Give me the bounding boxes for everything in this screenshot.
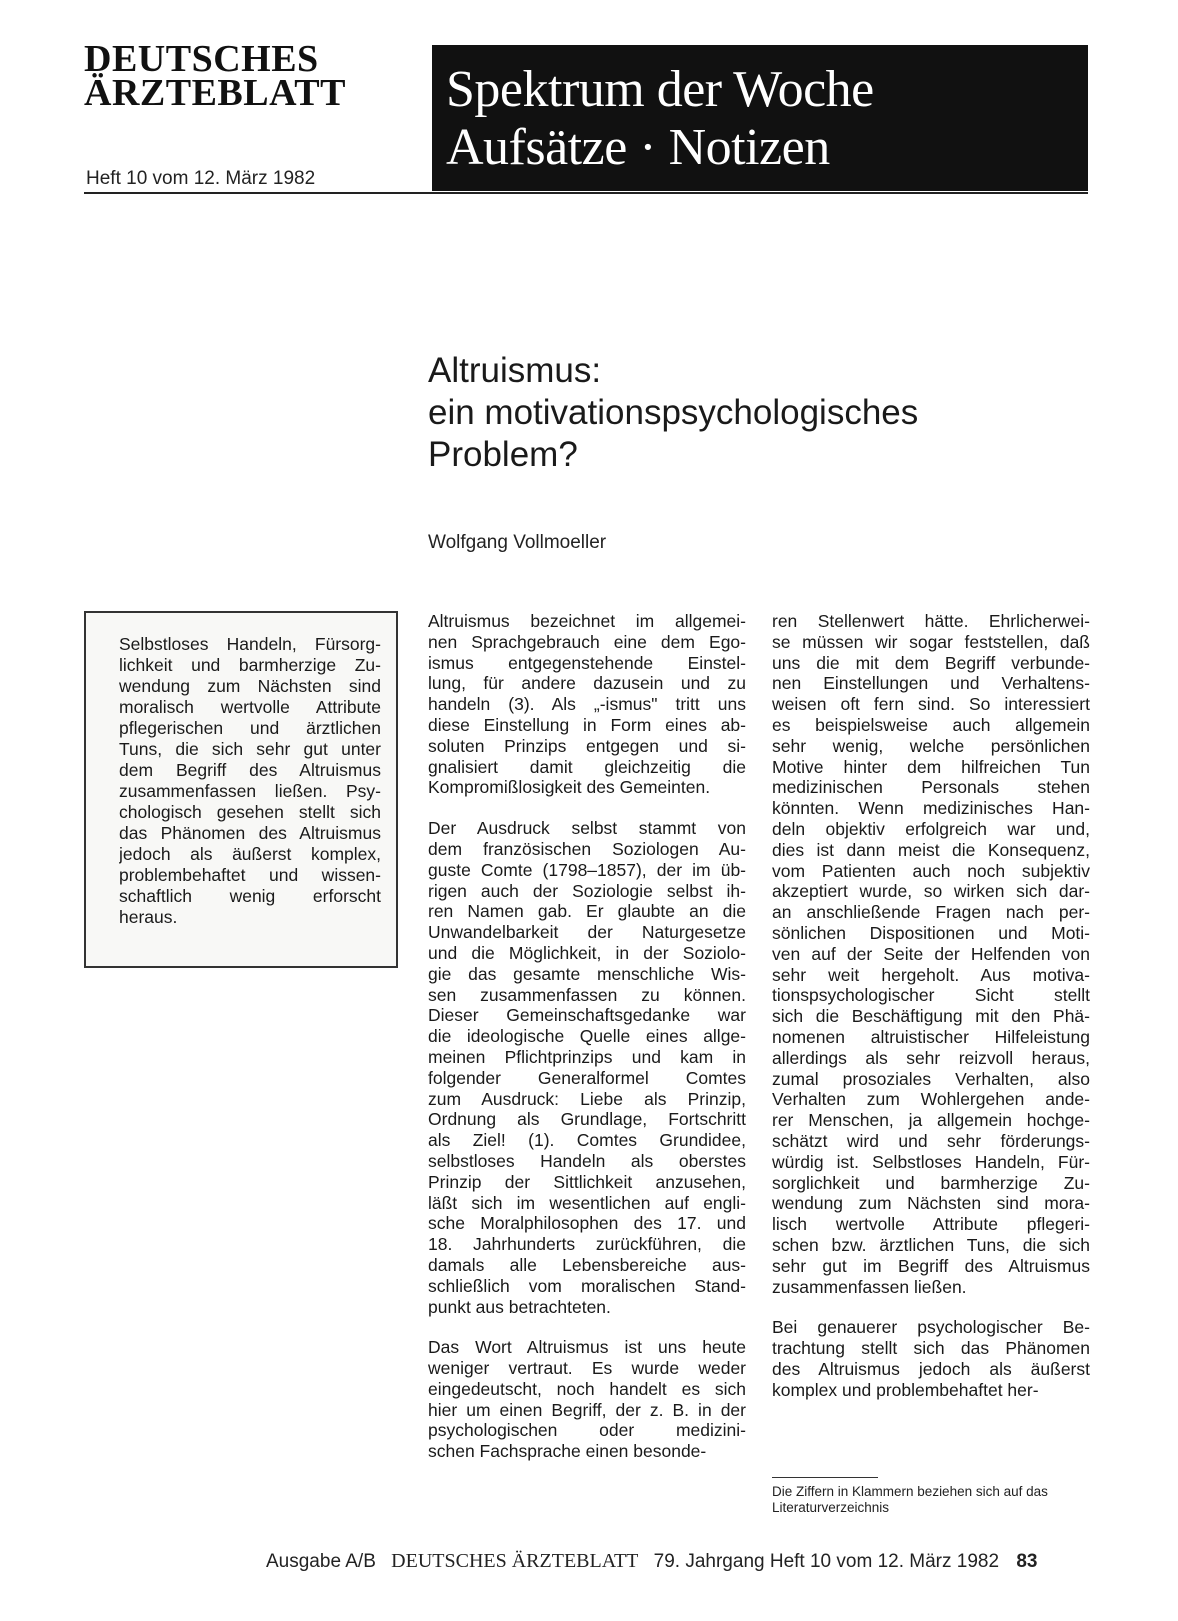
- footer-brand: DEUTSCHES ÄRZTEBLATT: [391, 1550, 639, 1572]
- masthead-line-2: ÄRZTEBLATT: [84, 72, 346, 114]
- text-line: gie das gesamte menschliche Wis-: [428, 963, 746, 984]
- text-line: zusammenfassen ließen.: [772, 1276, 967, 1297]
- abstract-line: zusammenfassen ließen. Psy-: [119, 781, 381, 801]
- text-line: nen Sprachgebrauch eine dem Ego-: [428, 631, 746, 652]
- text-line: des Altruismus jedoch als äußerst: [772, 1358, 1090, 1379]
- text-line: ren Stellenwert hätte. Ehrlicherwei-: [772, 611, 1090, 631]
- header-rule: [84, 192, 1088, 194]
- abstract-line: jedoch als äußerst komplex,: [119, 844, 381, 864]
- text-line: Das Wort Altruismus ist uns heute: [428, 1337, 746, 1358]
- text-line: deln objektiv erfolgreich war und,: [772, 818, 1090, 839]
- column-1-paragraph: [428, 1337, 746, 1462]
- text-line: handeln (3). Als „-ismus" tritt uns: [428, 694, 746, 715]
- text-line: weisen oft fern sind. So interessiert: [772, 694, 1090, 715]
- text-line: rigen auch der Soziologie selbst ih-: [428, 880, 746, 901]
- article-title: [428, 350, 1068, 476]
- article-author: Wolfgang Vollmoeller: [428, 532, 607, 553]
- text-line: nomenen altruistischer Hilfeleistung: [772, 1026, 1090, 1047]
- text-line: tionspsychologischer Sicht stellt: [772, 985, 1090, 1006]
- text-line: weniger vertraut. Es wurde weder: [428, 1358, 746, 1379]
- text-line: könnten. Wenn medizinisches Han-: [772, 798, 1090, 819]
- text-line: dies ist dann meist die Konsequenz,: [772, 839, 1090, 860]
- banner-line-2: Aufsätze · Notizen: [446, 119, 830, 176]
- text-line: diese Einstellung in Form eines ab-: [428, 714, 746, 735]
- text-line: schen bzw. ärztlichen Tuns, die sich: [772, 1234, 1090, 1255]
- text-line: sehr gut im Begriff des Altruismus: [772, 1255, 1090, 1276]
- text-line: an anschließende Fragen nach per-: [772, 902, 1090, 923]
- abstract-line: das Phänomen des Altruismus: [119, 823, 381, 843]
- abstract-line: problembehaftet und wissen-: [119, 865, 381, 885]
- abstract-line: lichkeit und barmherzige Zu-: [119, 655, 381, 675]
- abstract-line: schaftlich wenig erforscht: [119, 886, 381, 906]
- footnote: [772, 1484, 1092, 1516]
- text-line: Der Ausdruck selbst stammt von: [428, 818, 746, 839]
- text-line: die ideologische Quelle eines allge-: [428, 1026, 746, 1047]
- text-line: schließlich vom moralischen Stand-: [428, 1275, 746, 1296]
- banner-line-1: Spektrum der Woche: [446, 61, 874, 118]
- text-line: wendung zum Nächsten sind mora-: [772, 1193, 1090, 1214]
- text-line: läßt sich im wesentlichen auf engli-: [428, 1192, 746, 1213]
- text-line: damals alle Lebensbereiche aus-: [428, 1254, 746, 1275]
- text-line: guste Comte (1798–1857), der im üb-: [428, 859, 746, 880]
- column-2-paragraph: [772, 1317, 1090, 1400]
- text-line: eingedeutscht, noch handelt es sich: [428, 1378, 746, 1399]
- text-line: Verhalten zum Wohlergehen ande-: [772, 1089, 1090, 1110]
- title-line: ein motivationspsychologisches: [428, 393, 919, 432]
- text-line: gnalisiert damit gleichzeitig die: [428, 756, 746, 777]
- text-line: und die Möglichkeit, in der Soziolo-: [428, 942, 746, 963]
- text-line: akzeptiert wurde, so wirken sich dar-: [772, 881, 1090, 902]
- text-line: allerdings als sehr reizvoll heraus,: [772, 1047, 1090, 1068]
- text-line: schen Fachsprache einen besonde-: [428, 1441, 707, 1462]
- text-line: uns die mit dem Begriff verbunde-: [772, 652, 1090, 673]
- masthead-line-1: DEUTSCHES: [84, 38, 319, 80]
- text-line: Bei genauerer psychologischer Be-: [772, 1317, 1090, 1338]
- abstract-line: Selbstloses Handeln, Fürsorg-: [119, 634, 381, 654]
- text-line: ren Namen gab. Er glaubte an die: [428, 901, 746, 922]
- abstract-line: moralisch wertvolle Attribute: [119, 697, 381, 717]
- text-line: se müssen wir sogar feststellen, daß: [772, 631, 1090, 652]
- footer-issue: 79. Jahrgang Heft 10 vom 12. März 1982: [653, 1551, 1000, 1572]
- column-1-paragraph: [428, 611, 746, 798]
- text-line: folgender Generalformel Comtes: [428, 1067, 746, 1088]
- abstract-line: dem Begriff des Altruismus: [119, 760, 381, 780]
- page-number: 83: [1016, 1551, 1038, 1572]
- abstract-line: heraus.: [119, 907, 178, 927]
- text-line: psychologischen oder medizini-: [428, 1420, 746, 1441]
- text-line: Altruismus bezeichnet im allgemei-: [428, 611, 746, 631]
- text-line: Dieser Gemeinschaftsgedanke war: [428, 1005, 746, 1026]
- text-line: Ordnung als Grundlage, Fortschritt: [428, 1109, 746, 1130]
- text-line: zumal prosoziales Verhalten, also: [772, 1068, 1090, 1089]
- text-line: es beispielsweise auch allgemein: [772, 714, 1090, 735]
- text-line: hier um einen Begriff, der z. B. in der: [428, 1399, 746, 1420]
- column-1-paragraph: [428, 818, 746, 1317]
- title-line: Altruismus:: [428, 351, 602, 390]
- footnote-line: Die Ziffern in Klammern beziehen sich auf das: [772, 1484, 1048, 1499]
- column-2-paragraph: [772, 611, 1090, 1297]
- text-line: sich die Beschäftigung mit den Phä-: [772, 1006, 1090, 1027]
- abstract-line: Tuns, die sich sehr gut unter: [119, 739, 381, 759]
- body-column-2: [772, 611, 1090, 1420]
- text-line: als Ziel! (1). Comtes Grundidee,: [428, 1130, 746, 1151]
- text-line: sehr weit hergeholt. Aus motiva-: [772, 964, 1090, 985]
- text-line: würdig ist. Selbstloses Handeln, Für-: [772, 1151, 1090, 1172]
- abstract-line: chologisch gesehen stellt sich: [119, 802, 381, 822]
- title-line: Problem?: [428, 435, 578, 474]
- text-line: selbstloses Handeln als oberstes: [428, 1150, 746, 1171]
- text-line: sche Moralphilosophen des 17. und: [428, 1213, 746, 1234]
- body-column-1: [428, 611, 746, 1482]
- text-line: lisch wertvolle Attribute pflegeri-: [772, 1214, 1090, 1235]
- text-line: punkt aus betrachteten.: [428, 1296, 611, 1317]
- text-line: zum Ausdruck: Liebe als Prinzip,: [428, 1088, 746, 1109]
- text-line: soluten Prinzips entgegen und si-: [428, 735, 746, 756]
- text-line: komplex und problembehaftet her-: [772, 1379, 1039, 1400]
- text-line: trachtung stellt sich das Phänomen: [772, 1338, 1090, 1359]
- text-line: dem französischen Soziologen Au-: [428, 838, 746, 859]
- text-line: ismus entgegenstehende Einstel-: [428, 652, 746, 673]
- abstract-box: [84, 611, 398, 968]
- text-line: sehr wenig, welche persönlichen: [772, 735, 1090, 756]
- footnote-line: Literaturverzeichnis: [772, 1500, 890, 1515]
- masthead-logo: [84, 38, 464, 114]
- page-footer: [266, 1550, 1086, 1573]
- text-line: sen zusammenfassen zu können.: [428, 984, 746, 1005]
- text-line: sönlichen Dispositionen und Moti-: [772, 922, 1090, 943]
- text-line: sorglichkeit und barmherzige Zu-: [772, 1172, 1090, 1193]
- text-line: vom Patienten auch noch subjektiv: [772, 860, 1090, 881]
- text-line: Unwandelbarkeit der Naturgesetze: [428, 922, 746, 943]
- text-line: schätzt wird und sehr förderungs-: [772, 1130, 1090, 1151]
- text-line: lung, für andere dazusein und zu: [428, 673, 746, 694]
- text-line: ven auf der Seite der Helfenden von: [772, 943, 1090, 964]
- text-line: rer Menschen, ja allgemein hochge-: [772, 1110, 1090, 1131]
- text-line: Motive hinter dem hilfreichen Tun: [772, 756, 1090, 777]
- footnote-rule: [772, 1477, 878, 1478]
- text-line: Prinzip der Sittlichkeit anzusehen,: [428, 1171, 746, 1192]
- abstract-line: wendung zum Nächsten sind: [119, 676, 381, 696]
- text-line: 18. Jahrhunderts zurückführen, die: [428, 1234, 746, 1255]
- section-banner: [432, 45, 1088, 191]
- abstract-line: pflegerischen und ärztlichen: [119, 718, 381, 738]
- footer-edition: Ausgabe A/B: [266, 1551, 376, 1572]
- text-line: nen Einstellungen und Verhaltens-: [772, 673, 1090, 694]
- text-line: meinen Pflichtprinzips und kam in: [428, 1046, 746, 1067]
- text-line: medizinischen Personals stehen: [772, 777, 1090, 798]
- text-line: Kompromißlosigkeit des Gemeinten.: [428, 777, 711, 798]
- issue-date: Heft 10 vom 12. März 1982: [86, 168, 316, 189]
